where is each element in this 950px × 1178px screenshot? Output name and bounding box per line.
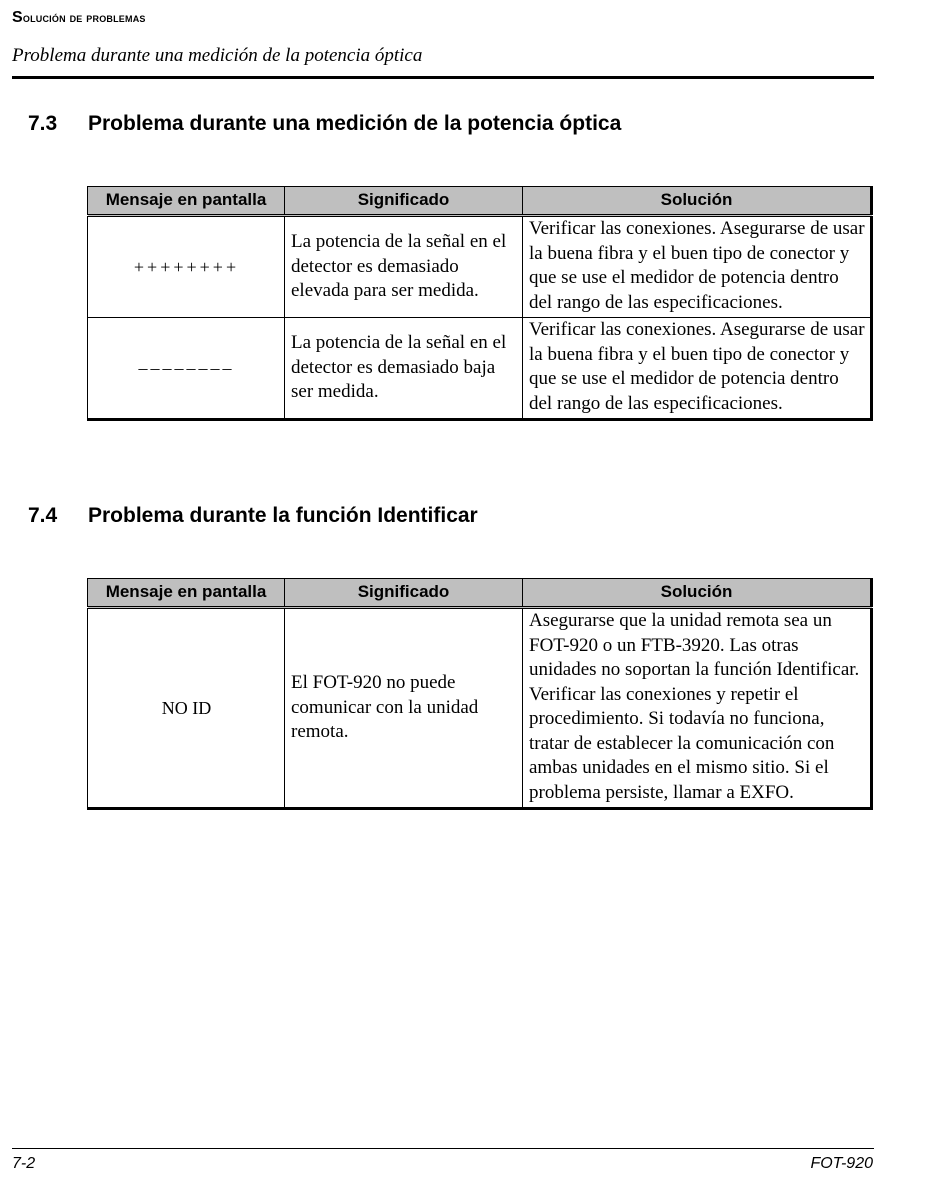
message-cell: –––––––– (88, 318, 285, 420)
solution-cell: Verificar las conexiones. Asegurarse de usar la buena fibra y el buen tipo de conector y que se use el medidor de potencia dentro del rango de las especificaciones. (523, 216, 872, 318)
solution-cell: Asegurarse que la unidad remota sea un FOT-920 o un FTB-3920. Las otras unidades no soportan la función Identificar. Verificar las conexiones y repetir el procedimiento. Si todavía no funciona, tratar de establecer la comunicación con ambas unidades en el mismo sitio. Si el problema persiste, llamar a EXFO. (523, 608, 872, 809)
column-header-meaning: Significado (285, 579, 523, 608)
table-row (88, 318, 872, 420)
section-title: Problema durante la función Identificar (88, 504, 478, 527)
section-heading-7-3 (28, 112, 621, 136)
meaning-cell: La potencia de la señal en el detector es demasiado baja ser medida. (285, 318, 523, 420)
column-header-message: Mensaje en pantalla (88, 579, 285, 608)
column-header-meaning: Significado (285, 187, 523, 216)
product-name: FOT-920 (810, 1155, 873, 1172)
message-cell: NO ID (88, 608, 285, 809)
column-header-solution: Solución (523, 579, 872, 608)
table-optical-power (87, 186, 873, 421)
message-cell: ++++++++ (88, 216, 285, 318)
meaning-cell: La potencia de la señal en el detector es demasiado elevada para ser medida. (285, 216, 523, 318)
section-number: 7.4 (28, 504, 58, 527)
table-row (88, 216, 872, 318)
table-header-row (88, 187, 872, 216)
solution-cell: Verificar las conexiones. Asegurarse de usar la buena fibra y el buen tipo de conector y que se use el medidor de potencia dentro del rango de las especificaciones. (523, 318, 872, 420)
section-title: Problema durante una medición de la potencia óptica (88, 112, 622, 135)
page-number: 7-2 (12, 1155, 36, 1172)
section-heading-7-4 (28, 504, 478, 528)
running-header-subtitle: Problema durante una medición de la potencia óptica (12, 45, 423, 66)
column-header-solution: Solución (523, 187, 872, 216)
meaning-cell: El FOT-920 no puede comunicar con la unidad remota. (285, 608, 523, 809)
table-identify (87, 578, 873, 810)
table-row (88, 608, 872, 809)
table-header-row (88, 579, 872, 608)
header-rule (12, 76, 874, 79)
chapter-rest: olución de problemas (22, 10, 146, 25)
chapter-initial: S (12, 9, 23, 26)
section-number: 7.3 (28, 112, 58, 135)
running-header-chapter (12, 9, 146, 27)
column-header-message: Mensaje en pantalla (88, 187, 285, 216)
footer-rule (12, 1148, 874, 1149)
